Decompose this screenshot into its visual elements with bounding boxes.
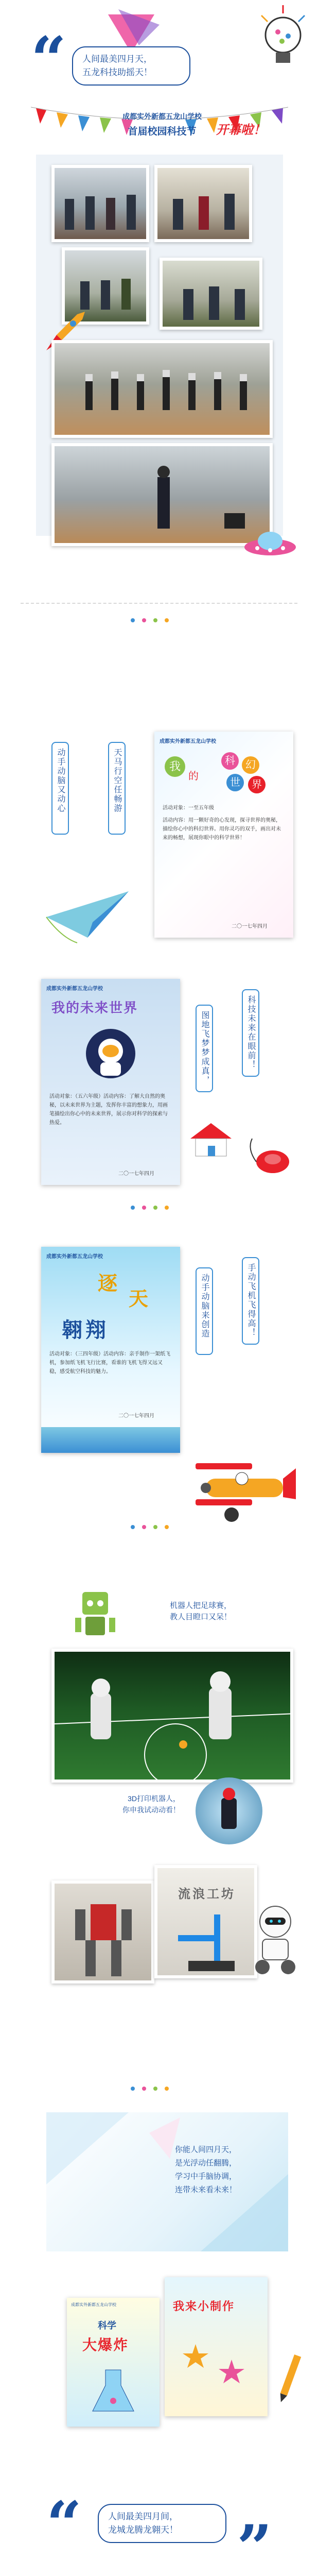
poster1-grade: 活动对象：一至五年级 bbox=[163, 805, 214, 811]
pencil-icon bbox=[268, 2349, 314, 2406]
note-left2: 天马行空任畅游 bbox=[108, 742, 126, 835]
banner-school: 成都实外新都五龙山学校 bbox=[122, 112, 202, 121]
note-right3: 手动飞机飞得高！ bbox=[242, 1257, 259, 1345]
poster4-school: 成都实外新都五龙山学校 bbox=[71, 2302, 116, 2307]
white-robot-icon bbox=[247, 1901, 304, 1978]
final-backdrop bbox=[46, 2112, 288, 2251]
final-text bbox=[175, 2143, 237, 2197]
robot-soccer-photo bbox=[51, 1649, 293, 1783]
poster3-school: 成都实外新都五龙山学校 bbox=[46, 1254, 103, 1260]
poster4-title: 大爆炸 bbox=[82, 2337, 129, 2353]
house-icon bbox=[185, 1118, 237, 1159]
performance-photo bbox=[51, 443, 273, 546]
divider-dots bbox=[131, 1525, 169, 1529]
poster3-skyline bbox=[41, 1427, 180, 1453]
poster2-body: 活动对象：（五六年级）活动内容：了解大自然的奥秘，以未来世界为主题，发挥你丰富的想象力，用画笔描绘出你心中的未来世界，展示你对科学的探索与热爱。 bbox=[49, 1094, 168, 1126]
section-divider bbox=[21, 603, 297, 604]
ceremony-photo-4 bbox=[160, 258, 262, 330]
poster4-subtitle: 科学 bbox=[98, 2320, 116, 2331]
poster1-title-char: 世 bbox=[226, 774, 244, 791]
ceremony-photo-2 bbox=[154, 165, 252, 242]
robot-caption1: 机器人把足球赛， bbox=[170, 1601, 232, 1610]
final-text3: 学习中手脑协调， bbox=[175, 2172, 237, 2181]
note-right4: 动手动脑来创造 bbox=[196, 1267, 213, 1355]
footer-line2: 龙城龙腾龙翱天！ bbox=[108, 2525, 178, 2535]
posters-bottom-section bbox=[0, 2277, 318, 2442]
poster-my-scifi-world bbox=[154, 732, 293, 938]
poster1-title-char: 我 bbox=[165, 756, 185, 777]
quote-open-icon: “ bbox=[31, 23, 67, 96]
poster1-title-char: 幻 bbox=[242, 756, 259, 774]
poster1-body: 活动内容：用一颗好奇的心发现，探寻世界的奥秘，描绘你心中的科幻世界。用你灵巧的双手，画出对未来的畅想，展现你眼中的科学世界！ bbox=[163, 818, 281, 841]
ufo-icon bbox=[242, 520, 298, 567]
poster1-title bbox=[165, 752, 283, 793]
robot-caption-mid bbox=[62, 1793, 180, 1816]
poster-my-future-world bbox=[41, 979, 180, 1185]
stars-icon bbox=[180, 2339, 252, 2401]
cartoon-robot-icon bbox=[72, 1587, 118, 1643]
final-text1: 你能人间四月天， bbox=[175, 2145, 237, 2154]
header-quote-line2: 五龙科技助摇天！ bbox=[82, 67, 152, 77]
final-text2: 是光浮动任翻腾， bbox=[175, 2159, 237, 2167]
poster3-body: 活动对象：（三四年级）活动内容：亲手制作一架纸飞机，参加纸飞机飞行比赛，看谁的飞机飞得又远又稳，感受航空科技的魅力。 bbox=[49, 1351, 170, 1375]
robot-section bbox=[0, 1551, 318, 2102]
poster-big-bang bbox=[67, 2298, 160, 2427]
astronaut-icon bbox=[82, 1025, 139, 1082]
poster-soaring-sky bbox=[41, 1247, 180, 1453]
final-section bbox=[0, 2112, 318, 2267]
banner-block bbox=[103, 111, 221, 138]
header-quote-bubble bbox=[72, 46, 190, 86]
divider-dots bbox=[131, 1206, 169, 1210]
robot-caption3: 3D打印机器人， bbox=[128, 1794, 180, 1803]
header-section bbox=[0, 0, 318, 139]
footer-section bbox=[0, 2483, 318, 2576]
poster3-section bbox=[0, 1247, 318, 1535]
poster1-school: 成都实外新都五龙山学校 bbox=[160, 739, 216, 744]
mouse-icon bbox=[242, 1133, 298, 1180]
banner-festival: 首届校园科技节 bbox=[128, 126, 197, 137]
biplane-icon bbox=[185, 1443, 298, 1530]
poster2-title: 我的未来世界 bbox=[51, 1001, 138, 1016]
ceremony-photo-1 bbox=[51, 165, 149, 242]
poster1-section bbox=[0, 732, 318, 958]
robot-caption4: 你申我试动动看！ bbox=[122, 1806, 180, 1814]
poster1-title-char: 界 bbox=[248, 776, 266, 793]
note-right2: 图地飞梦梦成真， bbox=[196, 1005, 213, 1092]
robot-caption2: 教人目瞪口又呆！ bbox=[170, 1613, 232, 1621]
lightbulb-icon bbox=[257, 5, 309, 77]
poster1-title-char: 的 bbox=[188, 771, 199, 782]
footer-line1: 人间最美四月间， bbox=[108, 2512, 178, 2521]
poster3-footer: 二〇一七年四月 bbox=[118, 1413, 154, 1419]
robot-circle-photo bbox=[196, 1777, 262, 1844]
robot-caption-top bbox=[170, 1600, 232, 1623]
divider-dots bbox=[131, 618, 169, 622]
header-quote-line1: 人间最美四月天， bbox=[82, 54, 152, 64]
quote-open-icon: “ bbox=[46, 2488, 82, 2561]
final-text4: 连带未来看未来！ bbox=[175, 2185, 237, 2194]
beaker-icon bbox=[87, 2365, 139, 2416]
3d-robot-photo bbox=[51, 1880, 154, 1984]
poster3-title2: 天 bbox=[129, 1289, 149, 1310]
workshop-photo bbox=[154, 1865, 257, 1978]
poster5-title: 我来小制作 bbox=[173, 2300, 235, 2313]
workshop-label: 流浪工坊 bbox=[178, 1887, 236, 1901]
poster2-footer: 二〇一七年四月 bbox=[118, 1171, 154, 1177]
poster2-section bbox=[0, 979, 318, 1226]
note-left1: 动手动脑又动心 bbox=[51, 742, 69, 835]
poster1-footer: 二〇一七年四月 bbox=[232, 924, 268, 929]
note-right1: 科技未来在眼前！ bbox=[242, 989, 259, 1077]
poster1-title-char: 科 bbox=[221, 752, 239, 770]
poster3-title1: 逐 bbox=[98, 1273, 118, 1295]
poster-small-making bbox=[165, 2277, 268, 2416]
dance-photo bbox=[51, 340, 273, 438]
poster2-school: 成都实外新都五龙山学校 bbox=[46, 986, 103, 992]
footer-quote-bubble bbox=[98, 2504, 226, 2543]
paper-plane-icon bbox=[41, 886, 134, 948]
poster3-title3: 翱翔 bbox=[62, 1319, 109, 1342]
opening-photos-section bbox=[0, 155, 318, 726]
quote-close-icon: ” bbox=[237, 2512, 273, 2576]
banner-open-text: 开幕啦！ bbox=[216, 123, 266, 137]
divider-dots bbox=[131, 2087, 169, 2091]
